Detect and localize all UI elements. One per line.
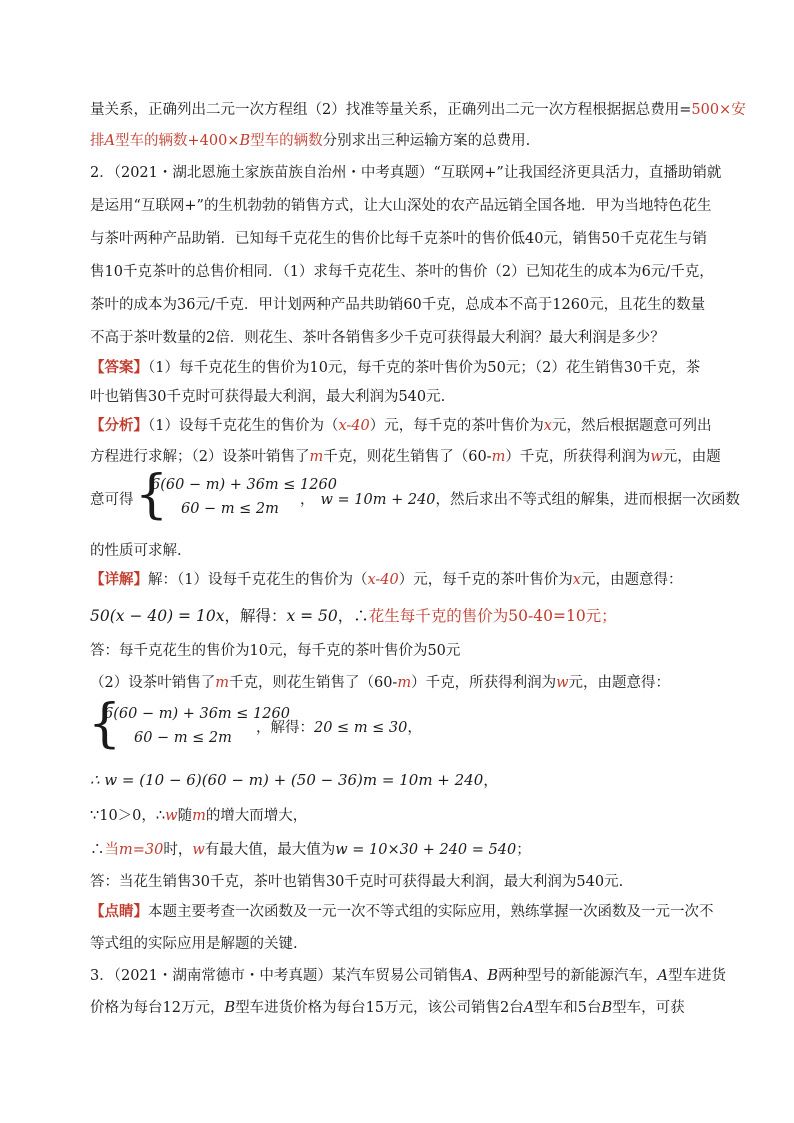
analysis-text: ， [300, 492, 315, 508]
analysis-text: （1）设每千克花生的售价为（ [148, 418, 339, 434]
q3-text: 型车进货 [668, 968, 726, 984]
detail-text: ）千克，所获得利润为 [411, 675, 557, 691]
intro-red-text: 500×安 [691, 102, 746, 118]
answer-text: （1）每千克花生的售价为10元，每千克的茶叶售价为50元；（2）花生销售30千克，茶 [148, 360, 701, 376]
var-b: B [224, 1000, 236, 1016]
brace-icon: { [135, 465, 169, 525]
var-m: m [491, 449, 506, 465]
var-w: w [165, 808, 178, 824]
detail-line-1 [90, 570, 710, 590]
detail-tag: 【详解】 [90, 571, 148, 588]
q2-line-6: 不高于茶叶数量的2倍．则花生、茶叶各销售多少千克可获得最大利润？最大利润是多少？ [90, 330, 665, 346]
analysis-text: ）千克，所获得利润为 [505, 449, 651, 465]
detail-text: ， [407, 720, 422, 736]
var-w: w [192, 842, 205, 858]
math-expr: w = 10m + 240 [320, 492, 436, 508]
inequality-1: 6(60 − m) + 36m ≤ 1260 [104, 706, 290, 722]
detail-text: 的增大而增大， [205, 808, 308, 824]
detail-text: ）元，每千克的茶叶售价为 [398, 572, 573, 588]
profit-function: ∴ w = (10 − 6)(60 − m) + (50 − 36)m = 10m + 240 [90, 771, 484, 789]
analysis-text: 元，然后根据题意可列出 [551, 418, 712, 434]
detail-monotonic-line [90, 806, 710, 826]
detail-text: ，解得： [224, 607, 287, 625]
analysis-line-2 [90, 447, 721, 467]
intro-red-text: 排 [90, 133, 105, 149]
intro-red-text: 型车的辆数+400× [114, 133, 240, 149]
detail-text: 有最大值，最大值为 [204, 842, 336, 858]
q3-text: 价格为每台12万元， [90, 1000, 225, 1016]
var-w: w [556, 675, 569, 691]
q2-line-1: 2．（2021・湖北恩施土家族苗族自治州・中考真题）“互联网+”让我国经济更具活力，直播助销就 [90, 165, 722, 181]
var-a: A [657, 968, 668, 984]
intro-red-text: 型车的辆数 [250, 133, 323, 149]
comment-text: 本题主要考查一次函数及一元一次不等式组的实际应用，熟练掌握一次函数及一元一次不 [148, 904, 714, 920]
answer-line-2: 叶也销售30千克时可获得最大利润，最大利润为540元. [90, 389, 446, 405]
comment-line-1 [90, 902, 714, 922]
q3-text: 型车进货价格为每台15万元，该公司销售2台 [235, 1000, 524, 1016]
q3-text: 型车和5台 [534, 1000, 602, 1016]
q2-line-4: 售10千克茶叶的总售价相同．（1）求每千克花生、茶叶的售价（2）已知花生的成本为6元/千克， [90, 264, 714, 280]
q3-text: 两种型号的新能源汽车， [498, 968, 658, 984]
detail-text: 元，由题意得： [580, 572, 683, 588]
brace-icon: { [88, 694, 122, 754]
detail-text: （2）设茶叶销售了 [90, 675, 216, 691]
analysis-line-4: 的性质可求解. [90, 543, 182, 559]
q3-text: 、 [472, 968, 488, 984]
q3-line-1 [90, 966, 726, 986]
math-expr: x-40 [338, 418, 370, 434]
var-m: m [215, 675, 229, 691]
detail-text: 随 [177, 808, 193, 824]
analysis-tag: 【分析】 [90, 417, 148, 434]
intro-text: 量关系，正确列出二元一次方程组（2）找准等量关系，正确列出二元一次方程根据据总费用= [90, 102, 692, 118]
var-b: B [601, 1000, 613, 1016]
inequality-2: 60 − m ≤ 2m [181, 501, 279, 517]
analysis-text: ）元，每千克的茶叶售价为 [369, 418, 544, 434]
max-value-expr: w = 10×30 + 240 = 540 [335, 842, 517, 858]
math-expr: m=30 [119, 842, 164, 858]
inequality-1: 6(60 − m) + 36m ≤ 1260 [151, 477, 337, 493]
q2-line-5: 茶叶的成本为36元/千克．甲计划两种产品共助销60千克，总成本不高于1260元，且花生的数量 [90, 297, 706, 313]
intro-line-2 [90, 131, 710, 151]
q2-line-3: 与茶叶两种产品助销．已知每千克花生的售价比每千克茶叶的售价低40元，销售50千克花生与销 [90, 231, 707, 247]
analysis-text: 千克，则花生销售了（60- [323, 449, 492, 465]
solution: 20 ≤ m ≤ 30 [314, 720, 408, 736]
q2-line-2: 是运用“互联网+”的生机勃勃的销售方式，让大山深处的农产品远销全国各地．甲为当地特色花生 [90, 198, 712, 214]
var-a: A [104, 133, 115, 149]
var-m: m [397, 675, 412, 691]
intro-line-1 [90, 100, 746, 120]
detail-red-text: 当 [104, 842, 119, 858]
intro-text: 分别求出三种运输方案的总费用. [322, 133, 531, 149]
inequality-2: 60 − m ≤ 2m [134, 730, 232, 746]
detail-text: ∴ [90, 842, 105, 858]
analysis-text: 元，由题 [662, 449, 721, 465]
var-w: w [650, 449, 663, 465]
var-b: B [239, 133, 251, 149]
detail-part2-line [90, 673, 710, 693]
detail-text: 元，由题意得： [568, 675, 671, 691]
detail-text: ∵10＞0，∴ [90, 808, 166, 824]
detail-text: ，∴ [337, 607, 369, 625]
math-expr: x-40 [367, 572, 399, 588]
detail-system-solution [256, 718, 716, 738]
comment-line-2: 等式组的实际应用是解题的关键. [90, 936, 298, 952]
analysis-line-3b [300, 490, 741, 510]
equation: 50(x − 40) = 10x [90, 607, 225, 625]
detail-text: 时， [163, 842, 193, 858]
var-x: x [543, 418, 552, 434]
var-a: A [523, 1000, 535, 1016]
comment-tag: 【点睛】 [90, 903, 148, 920]
q3-text: 型车，可获 [612, 1000, 685, 1016]
solution: x = 50 [286, 607, 338, 625]
detail-profit-line [90, 770, 710, 790]
var-m: m [192, 808, 206, 824]
detail-answer-1: 答：每千克花生的售价为10元，每千克的茶叶售价为50元 [90, 643, 461, 659]
var-m: m [309, 449, 324, 465]
detail-eq-line [90, 606, 710, 626]
detail-text: ，解得： [256, 720, 314, 736]
var-a: A [462, 968, 473, 984]
q3-line-2 [90, 998, 710, 1018]
detail-text: ， [483, 771, 499, 789]
var-x: x [572, 572, 581, 588]
detail-text: ； [516, 842, 531, 858]
var-b: B [487, 968, 499, 984]
detail-text: 解：（1）设每千克花生的售价为（ [148, 572, 368, 588]
analysis-text: 方程进行求解；（2）设茶叶销售了 [90, 449, 310, 465]
answer-tag: 【答案】 [90, 359, 148, 376]
analysis-line-1 [90, 416, 710, 436]
detail-red-text: 花生每千克的售价为50-40=10元； [368, 607, 617, 625]
detail-text: 千克，则花生销售了（60- [228, 675, 398, 691]
answer-line-1 [90, 358, 710, 378]
detail-answer-2: 答：当花生销售30千克，茶叶也销售30千克时可获得最大利润，最大利润为540元. [90, 874, 624, 890]
q3-text: 3．（2021・湖南常德市・中考真题）某汽车贸易公司销售 [90, 968, 463, 984]
analysis-text: 意可得 [90, 492, 134, 508]
analysis-text: ，然后求出不等式组的解集，进而根据一次函数 [435, 492, 741, 508]
detail-max-line [90, 840, 710, 860]
